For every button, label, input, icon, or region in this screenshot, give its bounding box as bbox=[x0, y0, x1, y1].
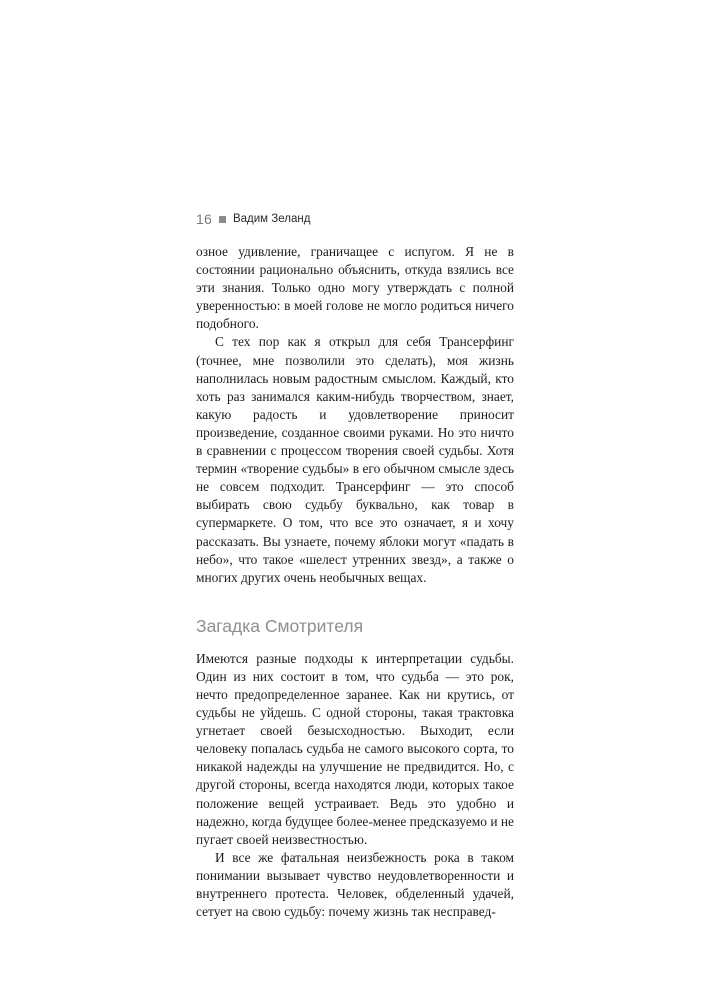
section-heading: Загадка Смотрителя bbox=[196, 615, 364, 636]
page-number: 16 bbox=[196, 211, 212, 227]
running-header bbox=[196, 210, 310, 228]
paragraph-continuation: озное удивление, граничащее с испугом. Я не в состоянии рационально объяснить, откуда взялись все эти знания. Только одно могу утверждать с полной уверенностью: в моей голове не могло родиться ничего подобного. bbox=[196, 244, 514, 332]
paragraph: С тех пор как я открыл для себя Трансерфинг (точнее, мне позволили это сделать), моя жизнь наполнилась новым радостным смыслом. Каждый, кто хоть раз занимался каким-нибудь творчеством, знает, какую радость и удовлетворение приносит произведение, созданное своими руками. Но это ничто в сравнении с процессом творения своей судьбы. Хотя термин «творение судьбы» в его обычном смысле здесь не совсем подходит. Трансерфинг — это способ выбирать свою судьбу буквально, как товар в супермаркете. О том, что все это означает, я и хочу рассказать. Вы узнаете, почему яблоки могут «падать в небо», что такое «шелест утренних звезд», а также о многих других очень необычных вещах. bbox=[196, 334, 514, 585]
header-author: Вадим Зеланд bbox=[232, 213, 311, 225]
paragraph: И все же фатальная неизбежность рока в таком понимании вызывает чувство неудовлетворенности и внутреннего протеста. Человек, обделенный удачей, сетует на свою судьбу: почему жизнь так несправед- bbox=[196, 849, 514, 920]
body-text bbox=[196, 243, 514, 921]
paragraph: Имеются разные подходы к интерпретации судьбы. Один из них состоит в том, что судьба — это рок, нечто предопределенное заранее. Как ни крутись, от судьбы не уйдешь. С одной стороны, такая трактовка угнетает своей безысходностью. Выходит, если человеку попалась судьба не самого высокого сорта, то никакой надежды на улучшение не предвидится. Но, с другой стороны, всегда находятся люди, которых такое положение вещей устраивает. Ведь это удобно и надежно, когда будущее более-менее предсказуемо и не пугает своей неизвестностью. bbox=[196, 650, 514, 847]
header-square-icon bbox=[219, 216, 226, 223]
